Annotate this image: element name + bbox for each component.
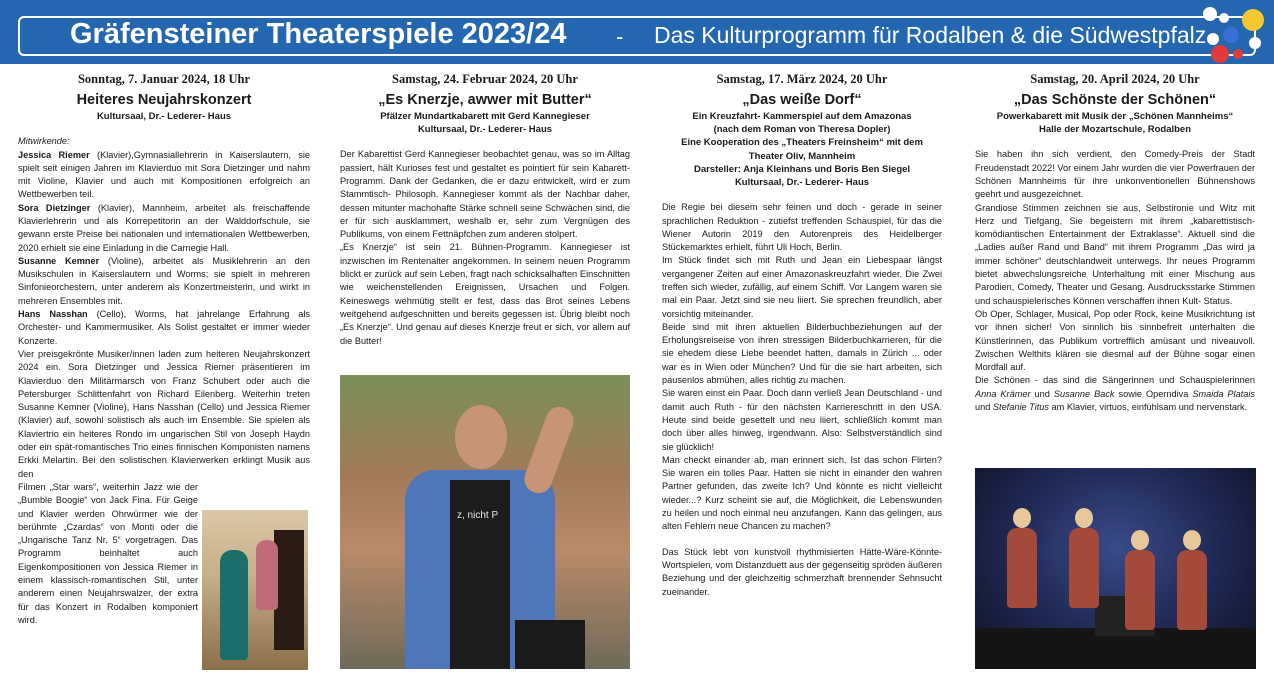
- event-description: Vier preisgekrönte Musiker/innen laden zum heiteren Neujahrskonzert 2024 ein. Sora Dietzinger und Jessica Riemer präsentieren im Klavierduo den Militärmarsch von Franz Schubert oder auch die Petersburger Schlittenfahrt von Richard Eilenberg. Weiterhin treten Susanne Kemner (Violine), Hans Nasshan (Cello) und Jessica Riemer (Klavier) auf, sowohl solistisch als auch im Ensemble. Sie spielen als Klaviertrio ein heiteres Rondo im ungarischen Stil von Joseph Haydn oder ein spät-romantisches Trio eines finnischen Komponisten namens Erkki Melartin. Bei den solistischen Klavierwerken erklingt Musik aus den: [18, 348, 310, 479]
- event-date: Sonntag, 7. Januar 2024, 18 Uhr: [77, 72, 251, 86]
- event-cast-description: Die Schönen - das sind die Sängerinnen und Schauspielerinnen Anna Krämer und Susanne Back sowie Operndiva Smaida Platais und Stefanie Titus am Klavier, virtuos, einfühlsam und nervenstark.: [975, 375, 1256, 413]
- performers-label: Mitwirkende:: [18, 136, 70, 147]
- event-description: Im Stück findet sich mit Ruth und Jean ein Liebespaar längst vergangener Zeiten auf einer Amazonaskreuzfahrt wieder. Die Zwei treffen sich wieder, zufällig, auf einem Schiff. Vor Langem waren sie mal ein Paar. Jetzt sind sie neu liiert. Sie sprechen freundlich, aber vorsichtig miteinander.: [662, 255, 942, 319]
- event-title: „Es Knerzje, awwer mit Butter“: [378, 92, 592, 108]
- event-subtitle: (nach dem Roman von Theresa Dopler): [713, 124, 891, 136]
- event-description: Die Regie bei diesem sehr feinen und doch - gerade in seiner sprachlichen Reduktion - zutiefst treffenden Schauspiel, für das die Wiener Autorin 2019 den Autorenpreis des Heidelberger Stückemarktes erhielt, führt Uli Hoch, Berlin.: [662, 202, 942, 253]
- event-description: „Es Knerzje“ ist sein 21. Bühnen-Programm. Kannegieser ist inzwischen im Rentenalter angekommen. In seinem neuen Programm blickt er zurück auf sein Leben, fragt nach schicksalhaften Einschnitten wie weichenstellenden Ereignissen, Ursachen und Folgen. Keineswegs wehmütig stellt er fest, dass das Brot seines Lebens weitgehend aufgeschnitten und bereits gegessen ist. Übrig bleibt noch „Es Knerzje“. Und genau auf dieses Knerzje freut er sich, vor allem auf die Butter!: [340, 242, 630, 346]
- event-venue: Kultursaal, Dr.- Lederer- Haus: [417, 124, 553, 136]
- header-bar: [0, 0, 1274, 64]
- event-title: Heiteres Neujahrskonzert: [76, 92, 252, 108]
- event-subtitle: Theater Oliv, Mannheim: [748, 150, 856, 162]
- performer-bio: Jessica Riemer (Klavier),Gymnasiallehrerin in Kaiserslautern, sie spielt seit einigen Jahren im Klavierduo mit Sora Dietzinger und nahm mit Violine, Klavier und auch mit Kompositionen erfolgreich an Wettbewerben teil.: [18, 149, 310, 200]
- event-title: „Das Schönste der Schönen“: [1013, 92, 1217, 108]
- event-description: Sie haben ihn sich verdient, den Comedy-Preis der Stadt Freudenstadt 2022! Vor einem Jahr wurden die vier Powerfrauen der Schönen Mannheims für ihre unkonventionellen Bühnenshows geehrt und ausgezeichnet.: [975, 149, 1255, 200]
- event-description: Ob Oper, Schlager, Musical, Pop oder Rock, keine Musikrichtung ist vor ihnen sicher! Von sinnlich bis sinnbefreit unterhalten die Künstlerinnen, das Publikum vortrefflich amüsant und niveauvoll. Zwischen Welthits klären sie diesmal auf der Bühne sogar einen Mordfall auf.: [975, 308, 1255, 373]
- event-subtitle: Pfälzer Mundartkabarett mit Gerd Kannegieser: [380, 111, 590, 122]
- event-subtitle: Ein Kreuzfahrt- Kammerspiel auf dem Amazonas: [692, 111, 912, 122]
- event-description-continued: Filmen „Star wars“, weiterhin Jazz wie der „Bumble Boogie“ von Jack Fina. Für Geige und Klavier werden Ohrwürmer wie der berühmte „Czardas“ von Monti oder die „Ungarische Tanz Nr. 5“ vorgetragen. Das Programm beinhaltet auch Eigenkompositionen von Jessica Riemer in einem klassisch-romantischen Stil, unter anderem einen Neujahrswalzer, der extra für das Konzert in Rodalben komponiert wird.: [18, 481, 198, 625]
- comedian-photo: z, nicht P: [340, 375, 630, 669]
- pianists-photo: [202, 510, 308, 670]
- event-description: Grandiose Stimmen zeichnen sie aus, Selbstironie und Witz mit Herz und Tiefgang, Sie begeistern mit ihrem „kabarettistisch-komödiantischen Entertainment der Extraklasse“. Aktuell sind die „Ladies außer Rand und Band“ mit ihrem Programm „Das wird ja immer schöner“ deutschlandweit unterwegs. Ihr neues Programm bietet abwechslungsreiche Unterhaltung mit einer Mischung aus Parodien, Comedy, Theater und Gesang. Ausdrucksstarke Stimmen und schauspielerisches Können verschaffen ihnen Kult- Status.: [975, 202, 1255, 306]
- header-subtitle: Das Kulturprogramm für Rodalben & die Südwestpfalz: [654, 22, 1207, 48]
- performer-bio: Sora Dietzinger (Klavier), Mannheim, arbeitet als freischaffende Klavierlehrerin und als Korrepetitorin an der Walddorfschule, sie gewann erste Preise bei nationalen und internationalen Wettbewerben, 2020 erhielt sie eine Einladung in die Carnegie Hall.: [18, 202, 310, 253]
- singers-photo: [975, 468, 1256, 669]
- event-date: Samstag, 17. März 2024, 20 Uhr: [716, 72, 888, 86]
- event-subtitle: Eine Kooperation des „Theaters Freinsheim“ mit dem: [681, 137, 923, 149]
- event-description: Beide sind mit ihren aktuellen Bilderbuchbeziehungen auf der Erholungsreiseise von ihren stressigen Bilderbuchkarrieren, für die sie ehedem diese Liebe beendet hatten, damals in Zürich ... oder war es in Wien oder München? Und für die sie hart arbeiten, sich pausenlos abmühen, alles richtig zu machen.: [662, 321, 942, 386]
- event-date: Samstag, 24. Februar 2024, 20 Uhr: [392, 72, 578, 86]
- event-venue: Kultursaal, Dr.- Lederer- Haus: [96, 111, 232, 122]
- decorative-dots-icon: [1195, 3, 1270, 63]
- performer-bio: Susanne Kemner (Violine), arbeitet als Musiklehrerin an den Musikschulen in Kaiserslautern und Worms; sie spielt in mehreren Sinfonieorchestern, unter anderem als Konzertmeisterin, und wirkt in mehreren Ensembles mit.: [18, 255, 310, 306]
- header-title: Gräfensteiner Theaterspiele 2023/24: [70, 18, 567, 50]
- event-column-february: [340, 72, 630, 348]
- event-venue: Kultursaal, Dr.- Lederer- Haus: [734, 177, 870, 189]
- header-separator: -: [616, 24, 624, 49]
- performer-bio: Hans Nasshan (Cello), Worms, hat jahrelange Erfahrung als Orchester- und Kammermusiker. Als Solist gestaltet er immer wieder Konzerte.: [18, 309, 311, 346]
- event-description: Sie waren einst ein Paar. Doch dann verließ Jean Deutschland - und damit auch Ruth - für den nächsten Karriereschritt in den USA. Heute sind beide gesettelt und neu liiert, schließlich kommt man doch über alles hinweg, irgendwann. Also: Selbstverständlich sind sie glücklich!: [662, 388, 942, 452]
- event-title: „Das weiße Dorf“: [742, 92, 862, 108]
- event-cast: Darsteller: Anja Kleinhans und Boris Ben Siegel: [693, 163, 911, 175]
- event-date: Samstag, 20. April 2024, 20 Uhr: [1030, 72, 1200, 86]
- event-description: Das Stück lebt von kunstvoll rhythmisierten Hätte-Wäre-Könnte-Wortspielen, vom Distanzduett aus der gegenseitig spröden äußeren Beziehung und der gleichzeitig schmerzhaft brennender Sehnsucht zueinander.: [662, 546, 942, 597]
- event-description: Man checkt einander ab, man erinnert sich. Ist das schon Flirten? Sie waren ein tolles Paar. Hatten sie nicht in einander den wahren Partner gefunden, das zweite Ich? Und könnte es nicht vielleicht wieder...? Kurz scheint sie auf, die Möglichkeit, die Lebenswunden zu heilen und noch einmal neu anzufangen. Kann das gelingen, aus alten Fehlern neue Chancen zu machen?: [662, 454, 942, 532]
- event-subtitle: Powerkabarett mit Musik der „Schönen Mannheims“: [996, 111, 1234, 122]
- event-venue: Halle der Mozartschule, Rodalben: [1038, 124, 1192, 136]
- event-column-april: [975, 72, 1255, 414]
- event-column-march: [662, 72, 942, 599]
- event-description: Der Kabarettist Gerd Kannegieser beobachtet genau, was so im Alltag passiert, hält Kurioses fest und gestaltet es pointiert für sein Kabarett- Programm. Dank der Gedanken, die er dazu entwickelt, wird er zum Stammtisch- Philosoph. Kannegieser kommt als der Nachbar daher, dessen mitunter machohafte Stärke schnell seine Schwächen sind, die er für sich ausklammert, weshalb er, sehr zum Vergnügen des Publikums, von einem Fettnäpfchen zum anderen stolpert.: [340, 149, 630, 240]
